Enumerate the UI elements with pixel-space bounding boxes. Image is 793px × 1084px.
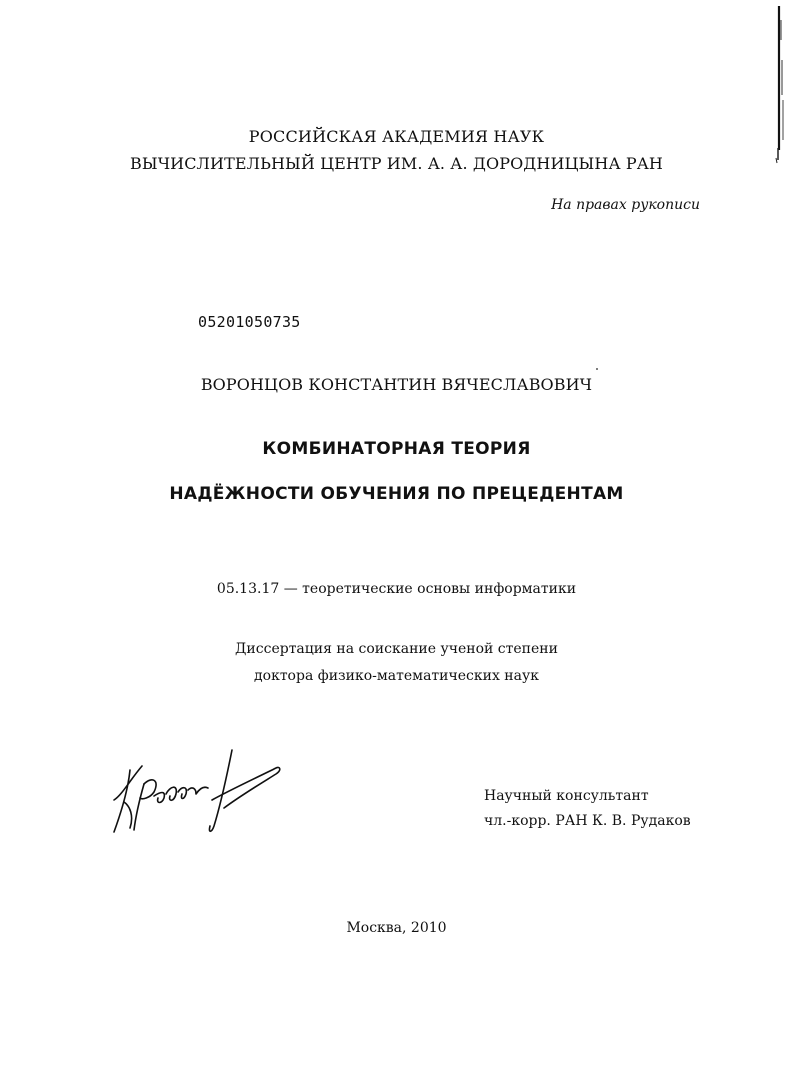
thesis-title-line-2: НАДЁЖНОСТИ ОБУЧЕНИЯ ПО ПРЕЦЕДЕНТАМ — [169, 484, 624, 504]
academy-name: РОССИЙСКАЯ АКАДЕМИЯ НАУК — [248, 127, 545, 146]
scientific-consultant — [484, 784, 691, 834]
author-name: ВОРОНЦОВ КОНСТАНТИН ВЯЧЕСЛАВОВИЧ — [200, 375, 593, 394]
handwritten-signature-icon — [100, 740, 290, 840]
catalog-code: 05201050735 — [198, 313, 301, 331]
thesis-title-line-1: КОМБИНАТОРНАЯ ТЕОРИЯ — [262, 439, 531, 459]
place-and-year: Москва, 2010 — [346, 920, 447, 936]
computing-center-name: ВЫЧИСЛИТЕЛЬНЫЙ ЦЕНТР ИМ. А. А. ДОРОДНИЦЫНА РАН — [130, 154, 663, 173]
consultant-name: чл.-корр. РАН К. В. Рудаков — [484, 813, 691, 829]
specialty-code: 05.13.17 — теоретические основы информатики — [216, 581, 577, 597]
manuscript-rights-note: На правах рукописи — [551, 197, 700, 213]
degree-line-1: Диссертация на соискание ученой степени — [235, 641, 558, 657]
degree-line-2: доктора физико-математических наук — [254, 668, 539, 684]
scan-speck — [596, 368, 598, 370]
consultant-label: Научный консультант — [484, 788, 649, 804]
